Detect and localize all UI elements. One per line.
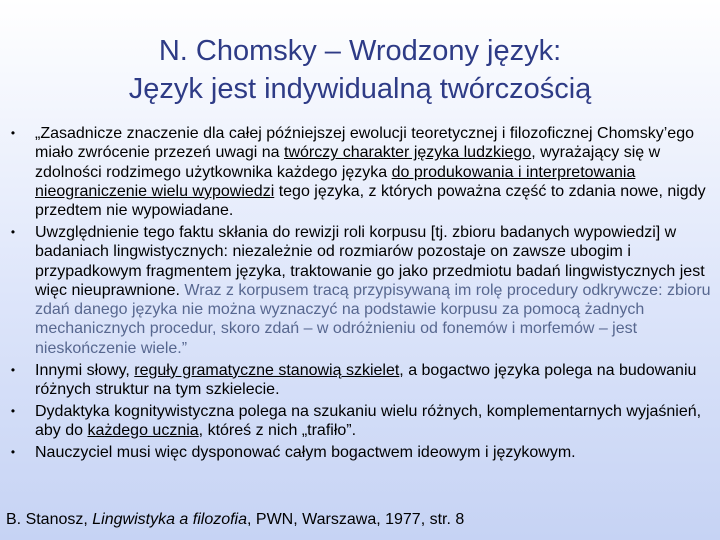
bullet-text: , któreś z nich „trafiło”.	[198, 421, 357, 439]
bullet-dot-icon: •	[10, 444, 16, 459]
title-line-2: Język jest indywidualną twórczością	[128, 73, 592, 105]
bullet-text: tego języka, z których poważna część to zdania nowe, nigdy przedtem nie wypowiadane.	[35, 182, 706, 220]
bullet-text: Nauczyciel musi więc dysponować całym bogactwem ideowym i językowym.	[35, 443, 576, 461]
muted-quote-text: Wraz z korpusem tracą przypisywaną im rolę procedury odkrywcze: zbioru zdań danego języka nie można wyznaczyć na podstawie korpusu za pomocą żadnych mechanicznych procedur, skoro zdań – w odróżnieniu od fonemów i morfemów – jest nieskończenie wiele.”	[35, 281, 711, 357]
bullet-item	[6, 124, 718, 220]
citation-author: B. Stanosz,	[6, 511, 93, 528]
bullet-text: , a bogactwo języka polega na budowaniu różnych struktur na tym szkielecie.	[35, 361, 697, 398]
bullet-text: Innymi słowy,	[35, 361, 135, 379]
underlined-phrase: każdego ucznia	[87, 421, 199, 439]
bullet-dot-icon: •	[10, 362, 16, 377]
underlined-phrase: twórczy charakter języka ludzkiego	[284, 144, 532, 162]
bullet-text: „Zasadnicze znaczenie dla całej późniejszej ewolucji teoretycznej i filozoficznej Chomsky’ego miało zwrócenie przezeń uwagi na	[35, 125, 694, 162]
bullet-text: Dydaktyka kognitywistyczna polega na szukaniu wielu różnych, komplementarnych wyjaśnień, aby do	[35, 402, 702, 439]
bullet-text: Uwzględnienie tego faktu skłania do rewizji roli korpusu [tj. zbioru badanych wypowiedzi] w badaniach lingwistycznych: niezależnie od rozmiarów pozostaje on zawsze ubogim i przypadkowym fragmentem języka, traktowanie go jako przedmiotu badań lingwistycznych jest więc nieuprawnione.	[35, 223, 705, 299]
bullet-text: , wyrażający się w zdolności rodzimego użytkownika każdego języka	[35, 144, 661, 181]
bullet-item	[6, 223, 718, 358]
bullet-item	[6, 402, 718, 441]
underlined-phrase: do produkowania i interpretowania nieograniczenie wielu wypowiedzi	[35, 163, 636, 200]
source-citation	[6, 510, 464, 530]
bullet-dot-icon: •	[10, 126, 16, 140]
title-line-1: N. Chomsky – Wrodzony język:	[158, 35, 562, 67]
underlined-phrase: reguły gramatyczne stanowią szkielet	[134, 361, 400, 379]
bullet-item	[6, 361, 718, 400]
slide-title	[0, 32, 720, 108]
bullet-dot-icon: •	[10, 224, 16, 239]
bullet-item	[6, 443, 718, 462]
citation-title: Lingwistyka a filozofia	[92, 511, 248, 528]
bullet-list	[6, 124, 718, 465]
bullet-dot-icon: •	[10, 403, 16, 418]
citation-publisher: , PWN, Warszawa, 1977, str. 8	[247, 511, 465, 528]
